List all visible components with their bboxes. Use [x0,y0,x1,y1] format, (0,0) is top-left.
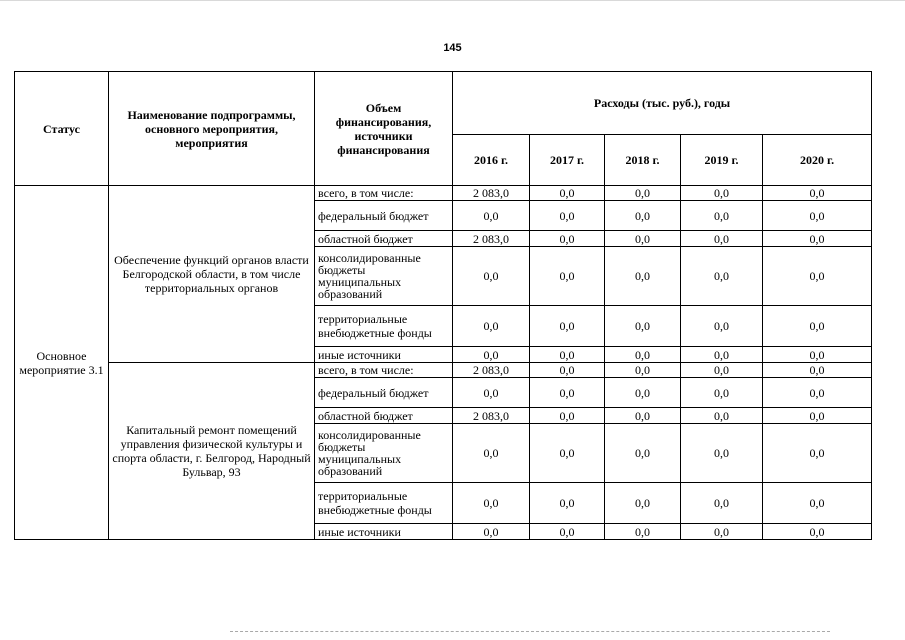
financing-source-cell: областной бюджет [315,408,453,424]
financing-source-cell: консолидированные бюджеты муниципальных образований [315,424,453,483]
value-cell: 0,0 [681,524,763,540]
page-number: 145 [443,42,462,54]
value-cell: 0,0 [453,378,530,408]
status-cell: Основное мероприятие 3.1 [15,186,109,540]
value-cell: 0,0 [530,347,605,363]
financing-source-cell: территориальные внебюджетные фонды [315,306,453,347]
value-cell: 0,0 [453,483,530,524]
value-cell: 2 083,0 [453,363,530,378]
value-cell: 0,0 [530,231,605,247]
value-cell: 0,0 [763,408,872,424]
value-cell: 0,0 [453,524,530,540]
value-cell: 0,0 [530,201,605,231]
table-row [15,186,872,201]
value-cell: 0,0 [530,483,605,524]
value-cell: 0,0 [530,408,605,424]
value-cell: 0,0 [530,186,605,201]
financing-source-cell: всего, в том числе: [315,363,453,378]
value-cell: 0,0 [530,363,605,378]
value-cell: 0,0 [605,247,681,306]
value-cell: 0,0 [763,306,872,347]
value-cell: 0,0 [681,424,763,483]
header-expenses: Расходы (тыс. руб.), годы [453,72,872,135]
financing-source-cell: иные источники [315,524,453,540]
value-cell: 0,0 [681,363,763,378]
value-cell: 0,0 [681,306,763,347]
value-cell: 0,0 [605,408,681,424]
header-status: Статус [15,72,109,186]
value-cell: 0,0 [530,306,605,347]
value-cell: 0,0 [605,363,681,378]
value-cell: 0,0 [763,201,872,231]
financing-source-cell: федеральный бюджет [315,378,453,408]
scan-edge [0,0,905,1]
value-cell: 0,0 [605,201,681,231]
value-cell: 0,0 [605,424,681,483]
header-year: 2019 г. [681,135,763,186]
header-year: 2016 г. [453,135,530,186]
value-cell: 2 083,0 [453,231,530,247]
scan-marks [230,631,830,634]
value-cell: 0,0 [763,347,872,363]
header-financing: Объем финансирования, источники финансирования [315,72,453,186]
header-name: Наименование подпрограммы, основного мероприятия, мероприятия [109,72,315,186]
value-cell: 0,0 [681,231,763,247]
financing-source-cell: всего, в том числе: [315,186,453,201]
value-cell: 0,0 [763,363,872,378]
value-cell: 0,0 [453,247,530,306]
value-cell: 0,0 [530,424,605,483]
table-body [15,72,872,540]
value-cell: 0,0 [681,378,763,408]
value-cell: 0,0 [763,424,872,483]
value-cell: 0,0 [605,347,681,363]
financing-source-cell: консолидированные бюджеты муниципальных образований [315,247,453,306]
value-cell: 0,0 [681,247,763,306]
value-cell: 0,0 [530,524,605,540]
header-row [15,72,872,135]
value-cell: 0,0 [530,378,605,408]
value-cell: 0,0 [530,247,605,306]
value-cell: 0,0 [763,483,872,524]
activity-name-cell: Капитальный ремонт помещений управления физической культуры и спорта области, г. Белгород, Народный Бульвар, 93 [109,363,315,540]
value-cell: 0,0 [681,408,763,424]
value-cell: 0,0 [453,201,530,231]
value-cell: 0,0 [763,186,872,201]
value-cell: 0,0 [605,483,681,524]
financing-source-cell: территориальные внебюджетные фонды [315,483,453,524]
value-cell: 2 083,0 [453,186,530,201]
value-cell: 0,0 [453,347,530,363]
value-cell: 0,0 [605,186,681,201]
value-cell: 0,0 [681,483,763,524]
table-row [15,363,872,378]
financing-source-cell: иные источники [315,347,453,363]
value-cell: 2 083,0 [453,408,530,424]
value-cell: 0,0 [605,231,681,247]
value-cell: 0,0 [763,247,872,306]
value-cell: 0,0 [763,524,872,540]
financing-source-cell: федеральный бюджет [315,201,453,231]
value-cell: 0,0 [605,306,681,347]
value-cell: 0,0 [605,524,681,540]
value-cell: 0,0 [453,424,530,483]
value-cell: 0,0 [605,378,681,408]
value-cell: 0,0 [681,186,763,201]
header-year: 2017 г. [530,135,605,186]
value-cell: 0,0 [681,201,763,231]
header-year: 2020 г. [763,135,872,186]
value-cell: 0,0 [681,347,763,363]
value-cell: 0,0 [453,306,530,347]
value-cell: 0,0 [763,231,872,247]
header-year: 2018 г. [605,135,681,186]
financing-source-cell: областной бюджет [315,231,453,247]
value-cell: 0,0 [763,378,872,408]
expenses-table [14,71,872,540]
activity-name-cell: Обеспечение функций органов власти Белгородской области, в том числе территориальных органов [109,186,315,363]
